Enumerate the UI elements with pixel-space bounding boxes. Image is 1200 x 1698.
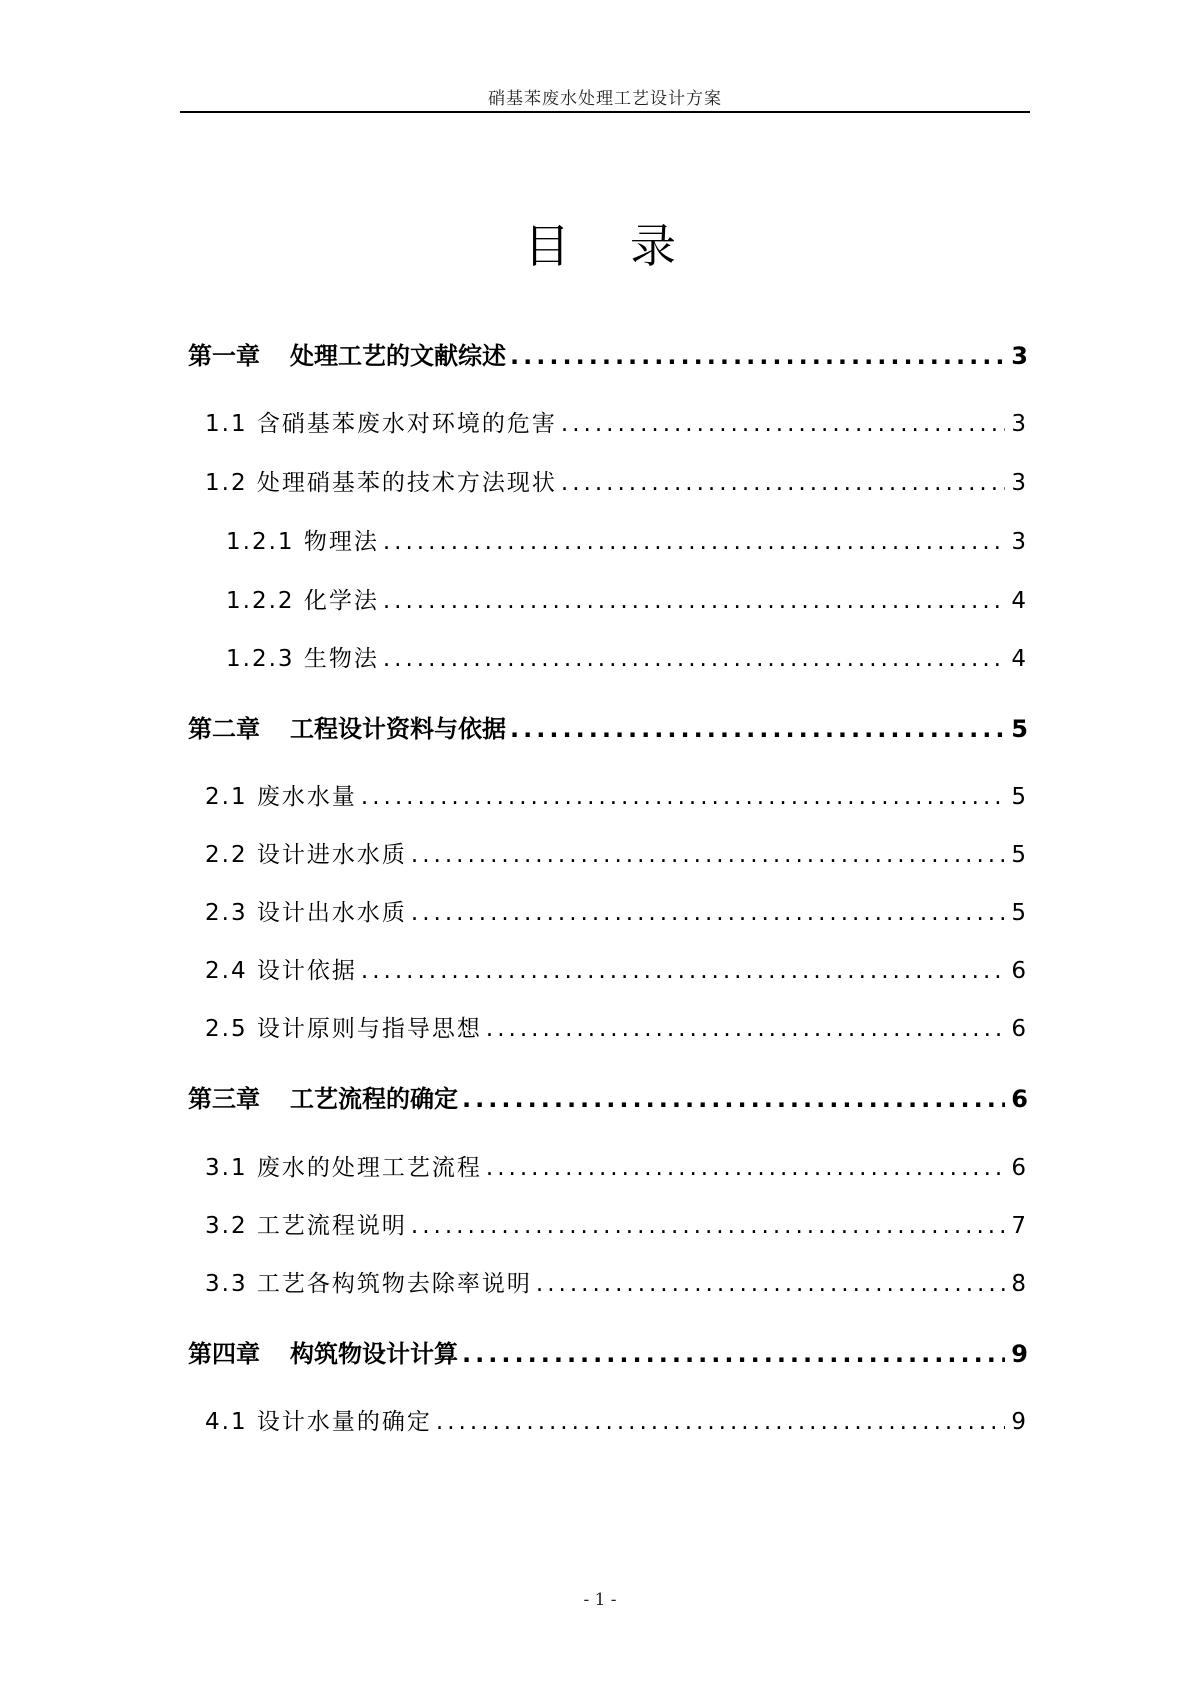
dot-leader <box>486 1155 1005 1181</box>
toc-page-number: 6 <box>1011 1085 1028 1113</box>
dot-leader <box>361 784 1005 810</box>
dot-leader <box>561 470 1005 496</box>
toc-chapter-number: 第四章 <box>188 1340 260 1368</box>
toc-entry-1-2-2[interactable] <box>226 582 1028 615</box>
dot-leader <box>510 715 1005 743</box>
toc-entry-chapter-4[interactable] <box>188 1334 1028 1369</box>
dot-leader <box>411 1213 1005 1239</box>
toc-entry-label: 1.1 含硝基苯废水对环境的危害 <box>205 411 557 437</box>
toc-page-number: 3 <box>1011 342 1028 370</box>
toc-entry-label: 3.3 工艺各构筑物去除率说明 <box>205 1271 532 1297</box>
toc-entry-label <box>188 1334 458 1369</box>
toc-page-number: 5 <box>1011 842 1028 868</box>
toc-entry-label: 2.1 废水水量 <box>205 784 357 810</box>
toc-entry-label <box>188 1079 458 1114</box>
toc-chapter-title: 构筑物设计计算 <box>290 1340 458 1368</box>
toc-chapter-title: 工程设计资料与依据 <box>290 715 506 743</box>
toc-entry-chapter-1[interactable] <box>188 336 1028 371</box>
toc-page-number: 7 <box>1011 1213 1028 1239</box>
toc-entry-2-3[interactable] <box>205 894 1028 927</box>
toc-entry-2-4[interactable] <box>205 952 1028 985</box>
toc-entry-chapter-2[interactable] <box>188 709 1028 744</box>
toc-entry-1-2-3[interactable] <box>226 640 1028 673</box>
dot-leader <box>536 1271 1005 1297</box>
toc-chapter-title: 工艺流程的确定 <box>290 1085 458 1113</box>
toc-page-number: 3 <box>1011 470 1028 496</box>
toc-entry-1-2[interactable] <box>205 464 1028 497</box>
toc-entry-label <box>188 709 506 744</box>
toc-entry-label: 1.2.3 生物法 <box>226 646 379 672</box>
toc-entry-label: 2.5 设计原则与指导思想 <box>205 1016 482 1042</box>
toc-chapter-number: 第三章 <box>188 1085 260 1113</box>
dot-leader <box>436 1409 1005 1435</box>
toc-entry-label: 3.1 废水的处理工艺流程 <box>205 1155 482 1181</box>
dot-leader <box>462 1085 1005 1113</box>
toc-entry-1-1[interactable] <box>205 405 1028 438</box>
dot-leader <box>383 588 1006 614</box>
toc-entry-label: 3.2 工艺流程说明 <box>205 1213 407 1239</box>
toc-page-number: 9 <box>1011 1409 1028 1435</box>
dot-leader <box>383 646 1006 672</box>
dot-leader <box>462 1340 1005 1368</box>
header-title: 硝基苯废水处理工艺设计方案 <box>488 89 722 109</box>
toc-entry-2-1[interactable] <box>205 778 1028 811</box>
dot-leader <box>510 342 1005 370</box>
toc-page-number: 6 <box>1011 958 1028 984</box>
page-number-footer: - 1 - <box>583 1590 617 1610</box>
toc-entry-label: 2.3 设计出水水质 <box>205 900 407 926</box>
dot-leader <box>361 958 1005 984</box>
toc-entry-label <box>188 336 506 371</box>
toc-page-number: 8 <box>1011 1271 1028 1297</box>
toc-page-number: 3 <box>1011 411 1028 437</box>
toc-page-number: 5 <box>1011 715 1028 743</box>
toc-entry-label: 1.2.1 物理法 <box>226 529 379 555</box>
toc-entry-1-2-1[interactable] <box>226 523 1028 556</box>
toc-chapter-number: 第一章 <box>188 342 260 370</box>
dot-leader <box>411 900 1005 926</box>
dot-leader <box>411 842 1005 868</box>
toc-page-number: 6 <box>1011 1016 1028 1042</box>
toc-page-number: 6 <box>1011 1155 1028 1181</box>
toc-page-number: 5 <box>1011 784 1028 810</box>
toc-entry-3-2[interactable] <box>205 1207 1028 1240</box>
toc-entry-label: 2.2 设计进水水质 <box>205 842 407 868</box>
toc-entry-2-5[interactable] <box>205 1010 1028 1043</box>
dot-leader <box>561 411 1005 437</box>
dot-leader <box>383 529 1006 555</box>
toc-entry-3-1[interactable] <box>205 1149 1028 1182</box>
toc-page-number: 4 <box>1011 646 1028 672</box>
toc-page-number: 5 <box>1011 900 1028 926</box>
toc-entry-label: 2.4 设计依据 <box>205 958 357 984</box>
toc-page-number: 3 <box>1011 529 1028 555</box>
toc-entry-4-1[interactable] <box>205 1403 1028 1436</box>
toc-chapter-number: 第二章 <box>188 715 260 743</box>
toc-entry-3-3[interactable] <box>205 1265 1028 1298</box>
toc-entry-label: 1.2 处理硝基苯的技术方法现状 <box>205 470 557 496</box>
toc-title: 目录 <box>524 219 736 273</box>
toc-page-number: 9 <box>1011 1340 1028 1368</box>
toc-entry-label: 1.2.2 化学法 <box>226 588 379 614</box>
toc-entry-chapter-3[interactable] <box>188 1079 1028 1114</box>
toc-entry-label: 4.1 设计水量的确定 <box>205 1409 432 1435</box>
toc-chapter-title: 处理工艺的文献综述 <box>290 342 506 370</box>
toc-page-number: 4 <box>1011 588 1028 614</box>
toc-entry-2-2[interactable] <box>205 836 1028 869</box>
dot-leader <box>486 1016 1005 1042</box>
